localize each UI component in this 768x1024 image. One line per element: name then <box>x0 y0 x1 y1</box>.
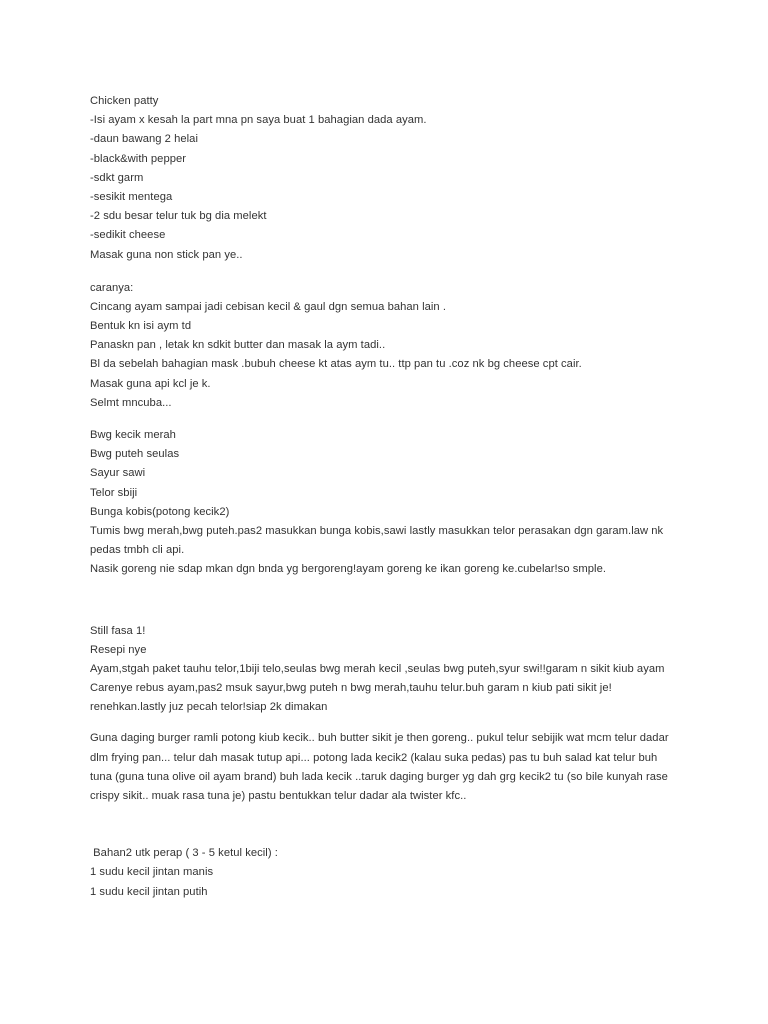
step-line: Panaskn pan , letak kn sdkit butter dan masak la aym tadi.. <box>90 339 386 352</box>
step-line: Masak guna api kcl je k. <box>90 377 211 390</box>
step-line: Cincang ayam sampai jadi cebisan kecil & gaul dgn semua bahan lain . <box>90 300 447 313</box>
ingredient-line: Sayur sawi <box>90 467 146 480</box>
ingredient-line: 1 sudu kecil jintan manis <box>90 866 214 879</box>
ingredient-line: -Isi ayam x kesah la part mna pn saya buat 1 bahagian dada ayam. <box>90 114 427 127</box>
recipe-section-perap <box>90 844 690 902</box>
paragraph-gap <box>90 717 690 729</box>
text-line: Ayam,stgah paket tauhu telor,1biji telo,seulas bwg merah kecil ,seulas bwg puteh,syur swi!!garam n sikit kiub ayam <box>90 662 665 675</box>
recipe-section-burger-twister <box>90 729 690 806</box>
ingredient-line: -sdkt garm <box>90 171 144 184</box>
section-subheading: Resepi nye <box>90 643 147 656</box>
section-heading: Bahan2 utk perap ( 3 - 5 ketul kecil) : <box>90 847 278 860</box>
paragraph-gap <box>90 265 690 279</box>
section-heading: Still fasa 1! <box>90 624 146 637</box>
text-line: Guna daging burger ramli potong kiub kecik.. buh butter sikit je then goreng.. pukul telur sebijik wat mcm telur dadar <box>90 732 669 745</box>
ingredient-line: Bwg puteh seulas <box>90 448 180 461</box>
paragraph-gap <box>90 580 690 622</box>
step-line: Tumis bwg merah,bwg puteh.pas2 masukkan bunga kobis,sawi lastly masukkan telor perasakan dgn garam.law nk <box>90 524 664 537</box>
ingredient-line: -2 sdu besar telur tuk bg dia melekt <box>90 210 267 223</box>
recipe-section-method <box>90 279 690 413</box>
text-line: renehkan.lastly juz pecah telor!siap 2k dimakan <box>90 701 328 714</box>
ingredient-line: -sedikit cheese <box>90 229 166 242</box>
text-line: dlm frying pan... telur dah masak tutup api... potong lada kecik2 (kalau suka pedas) pas tu buh salad kat telur buh <box>90 751 658 764</box>
ingredient-line: -daun bawang 2 helai <box>90 133 198 146</box>
ingredient-line: Telor sbiji <box>90 486 138 499</box>
ingredient-line: -sesikit mentega <box>90 190 173 203</box>
ingredient-line: Bunga kobis(potong kecik2) <box>90 505 230 518</box>
ingredient-line: -black&with pepper <box>90 152 187 165</box>
step-line: pedas tmbh cli api. <box>90 544 185 557</box>
recipe-section-fasa-1 <box>90 622 690 718</box>
text-line: Carenye rebus ayam,pas2 msuk sayur,bwg puteh n bwg merah,tauhu telur.buh garam n kiub pati sikit je! <box>90 682 612 695</box>
document-page <box>90 92 690 902</box>
step-line: Bl da sebelah bahagian mask .bubuh cheese kt atas aym tu.. ttp pan tu .coz nk bg cheese cpt cair. <box>90 358 582 371</box>
section-heading: caranya: <box>90 281 134 294</box>
text-line: tuna (guna tuna olive oil ayam brand) buh lada kecik ..taruk daging burger yg dah grg kecik2 tu (so bile kunyah rase <box>90 770 668 783</box>
paragraph-gap <box>90 413 690 426</box>
step-line: Selmt mncuba... <box>90 396 172 409</box>
recipe-section-chicken-patty <box>90 92 690 265</box>
section-title: Chicken patty <box>90 95 159 107</box>
ingredient-line: Bwg kecik merah <box>90 429 176 441</box>
text-line: Masak guna non stick pan ye.. <box>90 248 243 261</box>
text-line: crispy sikit.. muak rasa tuna je) pastu bentukkan telur dadar ala twister kfc.. <box>90 790 467 802</box>
step-line: Bentuk kn isi aym td <box>90 320 192 333</box>
paragraph-gap <box>90 806 690 844</box>
ingredient-line: 1 sudu kecil jintan putih <box>90 885 208 898</box>
recipe-section-nasi-goreng <box>90 426 690 580</box>
text-line: Nasik goreng nie sdap mkan dgn bnda yg bergoreng!ayam goreng ke ikan goreng ke.cubelar!so smple. <box>90 563 607 576</box>
